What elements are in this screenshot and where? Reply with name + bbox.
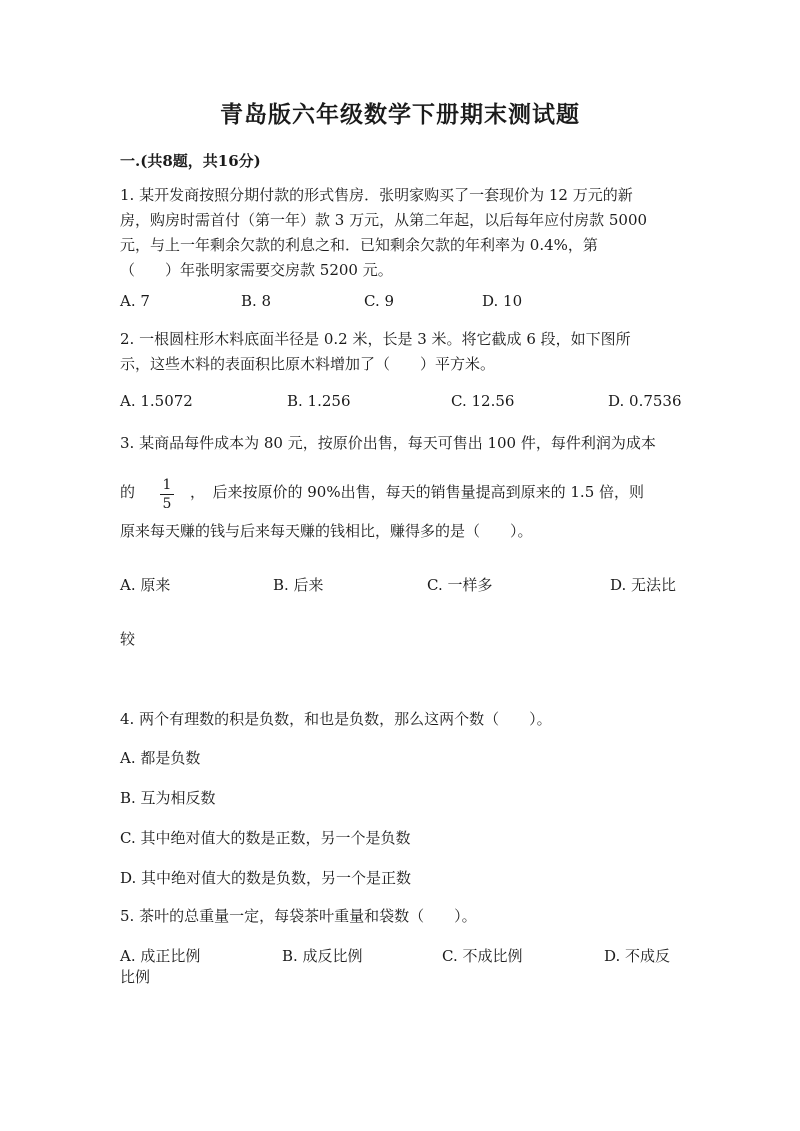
option-d[interactable]: D. 不成反 [604,947,671,965]
option-d[interactable]: D. 其中绝对值大的数是负数，另一个是正数 [120,869,412,887]
option-d[interactable]: D. 0.7536 [608,392,682,410]
question-3-line-3: 原来每天赚的钱与后来每天赚的钱相比，赚得多的是（ ）。 [120,522,533,540]
option-d[interactable]: D. 10 [482,292,523,310]
option-c[interactable]: C. 一样多 [427,576,493,594]
page-title: 青岛版六年级数学下册期末测试题 [220,101,580,128]
option-c[interactable]: C. 不成比例 [442,947,523,965]
option-a[interactable]: A. 7 [120,292,150,310]
question-1-line-3: 元，与上一年剩余欠款的利息之和．已知剩余欠款的年利率为 0.4%，第 [120,236,598,254]
question-5-options [120,945,680,967]
option-c[interactable]: C. 其中绝对值大的数是正数，另一个是负数 [120,829,411,847]
question-3-options [120,574,680,596]
option-a[interactable]: A. 成正比例 [120,947,201,965]
option-c[interactable]: C. 12.56 [451,392,515,410]
question-5-line: 5. 茶叶的总重量一定，每袋茶叶重量和袋数（ ）。 [120,907,477,925]
option-d[interactable]: D. 无法比 [610,576,677,594]
question-1-line-2: 房，购房时需首付（第一年）款 3 万元，从第二年起，以后每年应付房款 5000 [120,211,648,229]
fraction-denominator: 5 [162,496,172,512]
question-3-line-1: 3. 某商品每件成本为 80 元，按原价出售，每天可售出 100 件，每件利润为成本 [120,434,656,452]
option-b[interactable]: B. 成反比例 [282,947,363,965]
question-1-line-1: 1. 某开发商按照分期付款的形式售房．张明家购买了一套现价为 12 万元的新 [120,186,633,204]
question-3-line-2: ， 后来按原价的 90%出售，每天的销售量提高到原来的 1.5 倍，则 [190,483,645,501]
fraction-numerator: 1 [162,477,172,493]
option-a[interactable]: A. 1.5072 [120,392,193,410]
option-b[interactable]: B. 1.256 [287,392,351,410]
question-3-line-2-prefix: 的 [120,483,136,501]
question-2-line-2: 示，这些木料的表面积比原木料增加了（ ）平方米。 [120,355,496,373]
question-1-options [120,290,680,312]
question-1-line-4: （ ）年张明家需要交房款 5200 元。 [120,261,393,279]
option-a[interactable]: A. 都是负数 [120,749,201,767]
option-c[interactable]: C. 9 [364,292,395,310]
option-a[interactable]: A. 原来 [120,576,171,594]
question-4-line: 4. 两个有理数的积是负数，和也是负数，那么这两个数（ ）。 [120,710,552,728]
option-b[interactable]: B. 互为相反数 [120,789,216,807]
fraction-bar [160,494,174,495]
option-b[interactable]: B. 后来 [273,576,324,594]
section-heading: 一.(共8题，共16分) [120,152,261,170]
option-b[interactable]: B. 8 [241,292,272,310]
question-3-option-d-wrap: 较 [120,630,136,648]
fraction-one-fifth [160,477,174,512]
question-5-option-d-wrap: 比例 [120,968,151,986]
question-2-line-1: 2. 一根圆柱形木料底面半径是 0.2 米，长是 3 米。将它截成 6 段，如下图所 [120,330,631,348]
question-2-options [120,390,680,412]
